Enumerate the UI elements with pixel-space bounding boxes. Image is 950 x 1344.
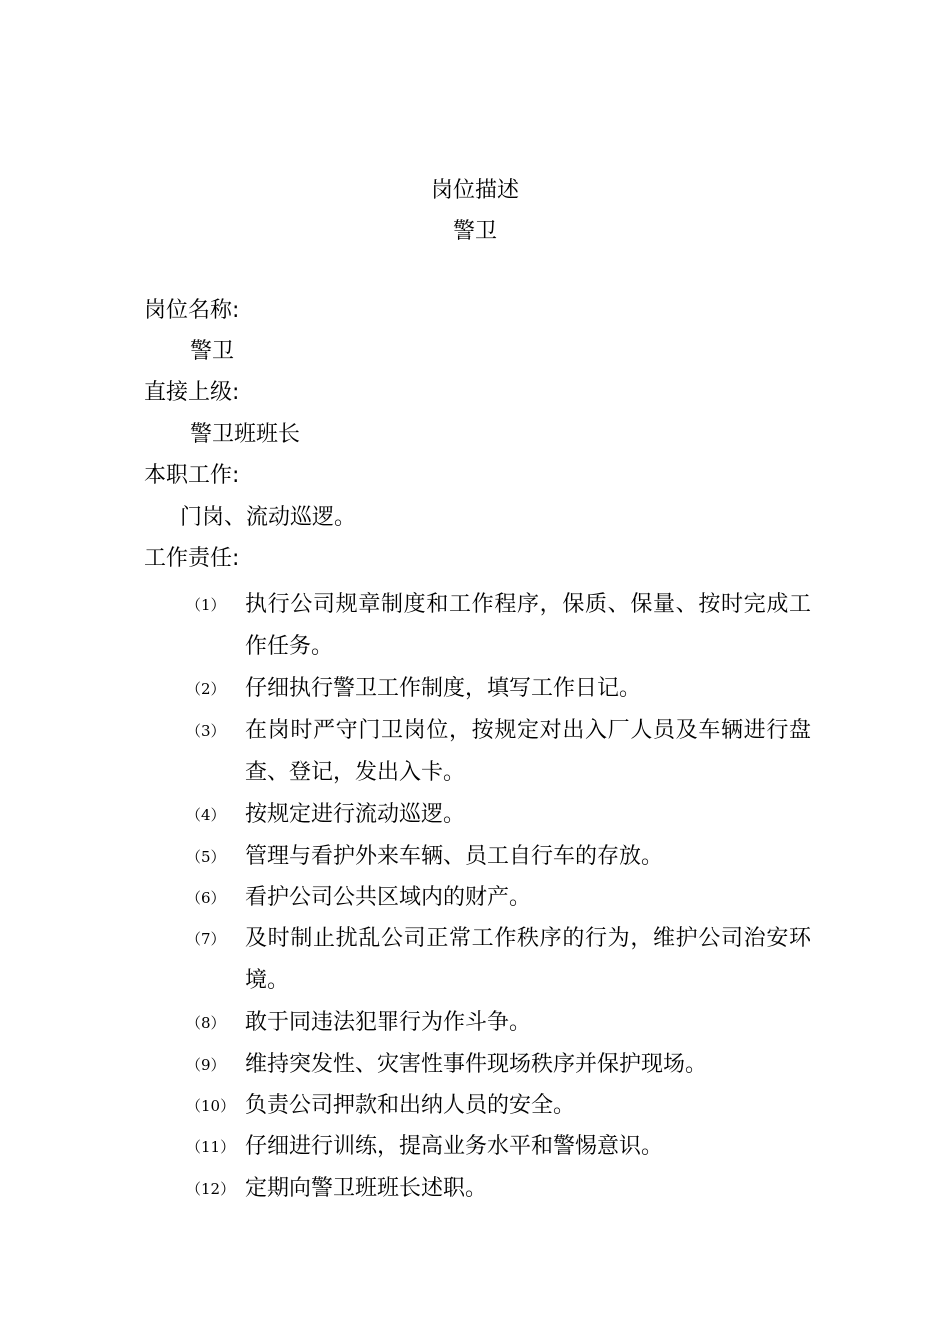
duty-number: （10）: [186, 1097, 236, 1115]
main-work-value: 门岗、流动巡逻。: [180, 505, 357, 530]
duty-text: 仔细执行警卫工作制度，填写工作日记。: [245, 676, 642, 701]
position-name-value: 警卫: [190, 339, 235, 364]
duty-number: （12）: [186, 1180, 236, 1198]
position-name-label: 岗位名称:: [144, 298, 240, 323]
duty-number: （6）: [186, 889, 226, 907]
duty-text: 看护公司公共区域内的财产。: [245, 885, 532, 910]
document-subtitle: 警卫: [452, 219, 497, 244]
duty-number: （3）: [186, 722, 226, 740]
duty-number: （9）: [186, 1056, 226, 1074]
duty-number: （8）: [186, 1014, 226, 1032]
duty-number: （11）: [186, 1138, 236, 1156]
duty-number: （7）: [186, 930, 226, 948]
responsibilities-label: 工作责任:: [144, 546, 240, 571]
duty-text: 负责公司押款和出纳人员的安全。: [245, 1093, 576, 1118]
document-title: 岗位描述: [430, 178, 519, 203]
duty-number: （1）: [186, 596, 226, 614]
direct-supervisor-label: 直接上级:: [144, 380, 240, 405]
duty-text: 及时制止扰乱公司正常工作秩序的行为，维护公司治安环境。: [245, 926, 811, 993]
duty-text: 维持突发性、灾害性事件现场秩序并保护现场。: [245, 1052, 708, 1077]
duty-number: （4）: [186, 806, 226, 824]
duty-text: 执行公司规章制度和工作程序，保质、保量、按时完成工作任务。: [245, 592, 811, 659]
direct-supervisor-value: 警卫班班长: [190, 422, 301, 447]
main-work-label: 本职工作:: [144, 463, 240, 488]
duty-number: （5）: [186, 848, 226, 866]
duty-text: 管理与看护外来车辆、员工自行车的存放。: [245, 844, 664, 869]
duty-number: （2）: [186, 680, 226, 698]
duty-text: 定期向警卫班班长述职。: [245, 1176, 488, 1201]
duty-text: 敢于同违法犯罪行为作斗争。: [245, 1010, 532, 1035]
duty-text: 在岗时严守门卫岗位，按规定对出入厂人员及车辆进行盘查、登记，发出入卡。: [245, 718, 811, 785]
duty-text: 仔细进行训练，提高业务水平和警惕意识。: [245, 1134, 664, 1159]
duty-text: 按规定进行流动巡逻。: [245, 802, 466, 827]
